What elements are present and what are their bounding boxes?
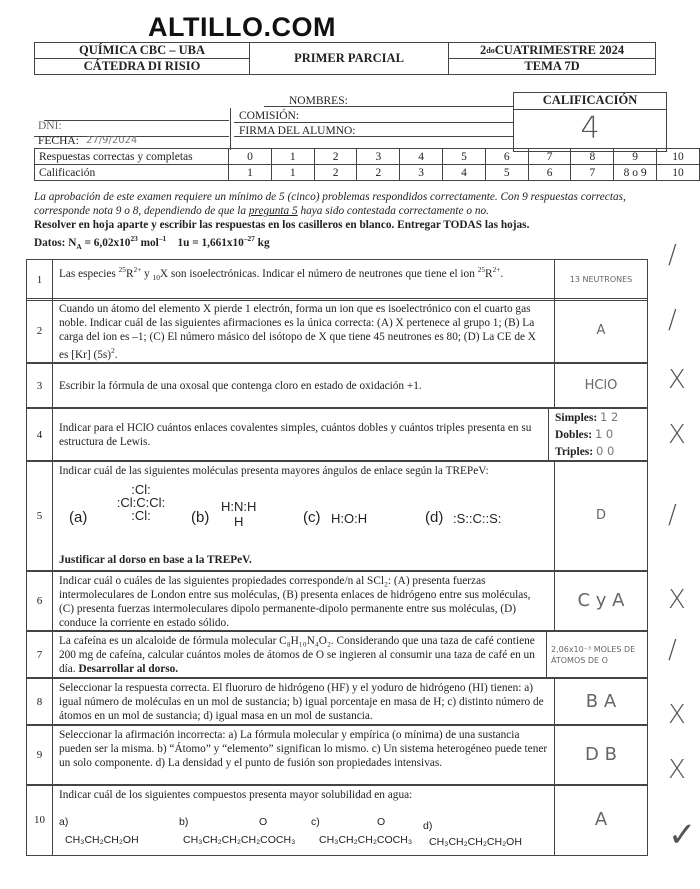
question-8: [26, 677, 648, 726]
question-text: [53, 461, 555, 571]
question-number: 6: [27, 571, 53, 631]
calificacion-box: [513, 92, 667, 152]
t: 2: [111, 346, 115, 355]
tema-label: TEMA 7D: [524, 59, 580, 73]
term-text: CUATRIMESTRE 2024: [494, 43, 625, 57]
t: 2+: [133, 265, 142, 274]
datos-line: [34, 232, 674, 254]
dobles-label: Dobles:: [555, 429, 593, 441]
datos-value: = 6,02x10: [81, 236, 131, 249]
datos-unit: mol: [137, 236, 159, 249]
lewis-ccl4: :Cl: :Cl:C:Cl: :Cl:: [116, 482, 166, 523]
cell: 8: [571, 149, 614, 165]
option-a-formula: CH₃CH₂CH₂OH: [65, 834, 139, 846]
t: 25: [118, 265, 126, 274]
term-suffix: do: [486, 46, 495, 55]
question-2: [26, 298, 648, 364]
grade-mark-2: /: [668, 305, 677, 335]
answer-box[interactable]: C y A: [577, 590, 625, 611]
answer-box[interactable]: 13 NEUTRONES: [569, 275, 633, 284]
u-unit: kg: [254, 236, 270, 249]
grade-mark-1: /: [668, 240, 677, 270]
grade-row-calificacion: [35, 165, 700, 181]
question-number: 5: [27, 461, 53, 571]
cell: 2: [314, 165, 357, 181]
t: R: [485, 267, 493, 280]
datos-exp2: –1: [158, 234, 167, 243]
grade-row-correct: [35, 149, 700, 165]
carbonyl-o-b: O: [259, 816, 268, 828]
cell: 5: [443, 149, 486, 165]
q5-justify: Justificar al dorso en base a la TREPeV.: [59, 554, 252, 566]
lewis-h2o: H:O:H: [331, 511, 368, 526]
carbonyl-o-c: O: [377, 816, 386, 828]
question-5: [26, 460, 648, 572]
cell: 4: [443, 165, 486, 181]
cell: 9: [614, 149, 657, 165]
option-c-label: c): [311, 816, 320, 828]
row-label: Calificación: [35, 165, 229, 181]
answer-box[interactable]: HClO: [584, 377, 618, 393]
t: .: [114, 348, 118, 361]
grade-mark-10: ✓: [668, 815, 697, 855]
answer-box[interactable]: A: [596, 323, 606, 338]
t: Cuando un átomo del elemento X pierde 1 electrón, forma un ion que es isoelectrónico con el cuarto gas noble. Indicar cuál de las siguientes afirmaciones es la única correcta: (A) X pertenece al grupo 1; (B) La carga del ion es –1; (C) El número másico del isótopo de X que tiene 45 neutrones es 80; (D) La CE de X es [Kr] (5s): [59, 303, 536, 361]
option-a-label: (a): [69, 509, 88, 526]
cell: 10: [657, 165, 700, 181]
option-c-formula: CH₃CH₂CH₂COCH₃: [319, 834, 413, 846]
question-text: [53, 785, 555, 855]
triples-label: Triples:: [555, 446, 594, 458]
cell: 3: [400, 165, 443, 181]
datos-label: Datos: N: [34, 236, 77, 249]
simples-value: 1 2: [600, 410, 619, 424]
cell: 8 o 9: [614, 165, 657, 181]
question-number: 10: [27, 785, 53, 855]
exam-title: PRIMER PARCIAL: [250, 43, 449, 74]
subject-label: QUÍMICA CBC – UBA: [35, 43, 249, 59]
t: Las especies: [59, 267, 119, 280]
t: 10: [152, 273, 160, 283]
cell: 1: [271, 149, 314, 165]
intro-underlined: pregunta 5: [248, 205, 298, 217]
dni-label: DNI:: [38, 120, 62, 132]
cell: 0: [229, 149, 272, 165]
question-1: [26, 259, 648, 301]
option-b-label: b): [179, 816, 189, 828]
lewis-nh3: H:N:H H: [221, 499, 257, 529]
cell: 6: [485, 149, 528, 165]
cell: 4: [400, 149, 443, 165]
site-logo: ALTILLO.COM: [148, 12, 336, 42]
option-a-label: a): [59, 816, 69, 828]
t: La cafeína es un alcaloide de fórmula molecular C₈H₁₀N₄O₂. Considerando que una taza de café contiene 200 mg de cafeína, calcular cuántos moles de átomos de O se ingieren al consumir una taza de café en un día.: [59, 635, 535, 675]
dobles-value: 1 0: [594, 427, 614, 441]
instructions-bold: Resolver en hoja aparte y escribir las respuestas en los casilleros en blanco. Entregar TODAS las hojas.: [34, 219, 530, 231]
cell: 6: [528, 165, 571, 181]
question-text: Seleccionar la respuesta correcta. El fluoruro de hidrógeno (HF) y el yoduro de hidrógeno (HI) tienen: a) igual número de moléculas en un mol de sustancia; b) igual porcentaje en masa de H; c) distinto número de átomos en un mol de sustancia; d) igual masa en un mol de sustancia.: [53, 678, 555, 725]
answer-box[interactable]: D: [595, 508, 606, 523]
datos-sub: A: [76, 242, 82, 252]
answer-box[interactable]: B A: [585, 690, 617, 712]
q5-prompt: Indicar cuál de las siguientes moléculas presenta mayores ángulos de enlace según la TREPeV:: [59, 465, 489, 477]
cell: 7: [571, 165, 614, 181]
question-number: 1: [27, 260, 53, 300]
cell: 3: [357, 149, 400, 165]
option-b-formula: CH₃CH₂CH₂CH₂COCH₃: [183, 834, 296, 846]
t: X son isoelectrónicas. Indicar el número de neutrones que tiene el ion: [159, 267, 478, 280]
option-d-label: d): [423, 820, 433, 832]
question-number: 4: [27, 408, 53, 461]
t: y: [141, 267, 153, 280]
row-label: Respuestas correctas y completas: [35, 149, 229, 165]
question-text: Seleccionar la afirmación incorrecta: a) La fórmula molecular y empírica (o mínima) de una sustancia pueden ser la misma. b) “Átomo” y “elemento” significan lo mismo. c) Un sistema heterogéneo puede tener un solo componente. d) La densidad y el punto de fusión son propiedades intensivas.: [53, 725, 555, 785]
question-text: [53, 260, 555, 300]
question-text: Escribir la fórmula de una oxosal que contenga cloro en estado de oxidación +1.: [53, 363, 555, 408]
cell: 5: [485, 165, 528, 181]
u-exp: –27: [243, 234, 255, 243]
answer-box[interactable]: [549, 408, 647, 461]
q10-prompt: Indicar cuál de los siguientes compuestos presenta mayor solubilidad en agua:: [59, 789, 413, 801]
cell: 1: [229, 165, 272, 181]
cell: 2: [357, 165, 400, 181]
cell: 10: [657, 149, 700, 165]
triples-value: 0 0: [596, 444, 615, 458]
grade-mark-7: /: [668, 635, 677, 665]
question-3: [26, 362, 648, 409]
fecha-label: FECHA:: [38, 135, 79, 147]
term-number: 2: [479, 43, 487, 57]
intro-text: La aprobación de este examen requiere un mínimo de 5 (cinco) problemas respondidos correctamente. Con 9 respuestas correctas, corresponde nota 9 o 8, dependiendo de que la: [34, 191, 626, 217]
grade-mark-9: X: [668, 755, 686, 785]
cell: 1: [271, 165, 314, 181]
lewis-cs2: :S::C::S:: [453, 511, 502, 526]
t: 25: [477, 265, 486, 274]
option-c-label: (c): [303, 509, 321, 526]
t: R: [125, 267, 134, 280]
question-number: 3: [27, 363, 53, 408]
question-10: [26, 784, 648, 856]
calificacion-value: 4: [580, 111, 600, 146]
option-d-formula: CH₃CH₂CH₂CH₂OH: [429, 836, 522, 848]
cell: 2: [314, 149, 357, 165]
instructions: [34, 190, 674, 254]
grade-mark-5: /: [668, 500, 677, 530]
question-number: 9: [27, 725, 53, 785]
datos-exp: 23: [130, 234, 138, 243]
question-number: 2: [27, 299, 53, 363]
question-number: 7: [27, 631, 53, 678]
question-text: Indicar para el HClO cuántos enlaces covalentes simples, cuántos dobles y cuántos triples presenta en su estructura de Lewis.: [53, 408, 549, 461]
option-d-label: (d): [425, 509, 444, 526]
question-9: [26, 724, 648, 786]
answer-box[interactable]: A: [594, 809, 608, 830]
fecha-value: 27/9/2024: [86, 135, 138, 146]
simples-label: Simples:: [555, 412, 598, 424]
exam-header: [34, 42, 656, 75]
u-label: 1u = 1,661x10: [177, 236, 244, 249]
option-b-label: (b): [191, 509, 210, 526]
question-text: [53, 631, 547, 678]
firma-label: FIRMA DEL ALUMNO:: [239, 125, 356, 137]
grade-mark-3: X: [668, 365, 686, 395]
nombres-label: NOMBRES:: [289, 95, 348, 107]
grade-mark-8: X: [668, 700, 686, 730]
answer-box[interactable]: D B: [585, 744, 617, 765]
grade-mark-4: X: [668, 420, 686, 450]
question-4: [26, 407, 648, 462]
t: Desarrollar al dorso.: [78, 663, 179, 675]
term-label: [449, 43, 655, 59]
question-7: [26, 630, 648, 679]
question-text: Indicar cuál o cuáles de las siguientes propiedades corresponde/n al SCl₂: (A) presenta fuerzas intermoleculares de London entre sus moléculas, (B) presenta enlaces de hidrógeno entre sus moléculas, (C) presenta fuerzas intermoleculares dipolo permanente-dipolo permanente entre sus moléculas, (D) conduce la corriente en estado sólido.: [53, 571, 555, 631]
question-text: [53, 299, 555, 363]
grade-mark-6: X: [668, 585, 686, 615]
calificacion-label: CALIFICACIÓN: [514, 93, 666, 110]
nombres-field[interactable]: [234, 122, 514, 123]
t: .: [500, 267, 504, 280]
question-number: 8: [27, 678, 53, 725]
intro-text-end: haya sido contestada correctamente o no.: [297, 205, 489, 217]
catedra-label: CÁTEDRA DI RISIO: [83, 59, 201, 73]
cell: 7: [528, 149, 571, 165]
grade-table: [34, 148, 700, 181]
t: 2+: [492, 265, 501, 274]
answer-box[interactable]: 2,06x10⁻³ MOLES DE ÁTOMOS DE O: [551, 644, 636, 665]
question-6: [26, 570, 648, 632]
comision-label: COMISIÓN:: [239, 110, 300, 122]
